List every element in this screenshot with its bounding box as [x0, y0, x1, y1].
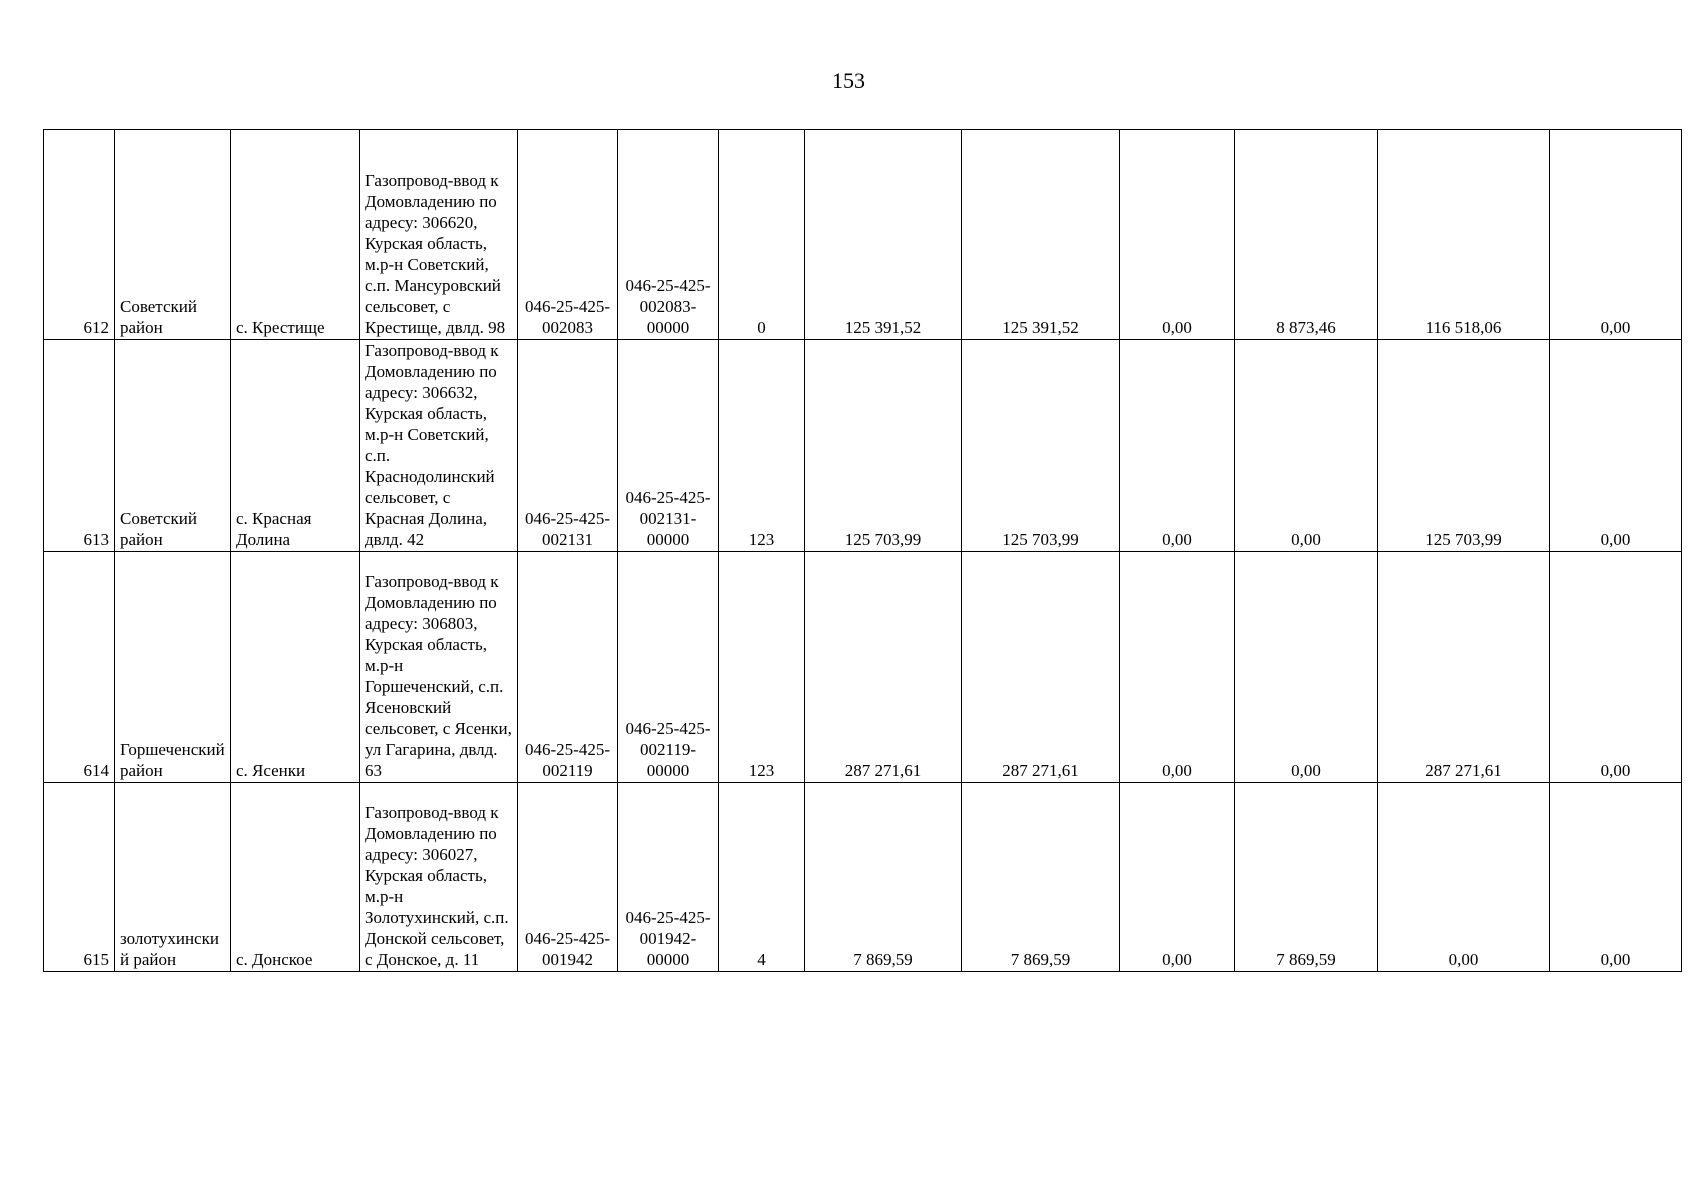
value-cell-6: 0,00 — [1550, 783, 1682, 972]
quantity-cell: 123 — [719, 552, 805, 783]
value-cell-1: 125 703,99 — [805, 340, 962, 552]
inventory-number-cell: 046-25-425-002131 — [518, 340, 618, 552]
value-cell-5: 287 271,61 — [1378, 552, 1550, 783]
object-description-cell: Газопровод-ввод к Домовладению по адресу: 306027, Курская область, м.р-н Золотухинский, с.п. Донской сельсовет, с Донское, д. 11 — [360, 783, 518, 972]
locality-cell: с. Крестище — [231, 130, 360, 340]
table-row — [44, 340, 1682, 552]
value-cell-2: 287 271,61 — [962, 552, 1120, 783]
locality-cell: с. Красная Долина — [231, 340, 360, 552]
object-code-cell: 046-25-425-001942-00000 — [618, 783, 719, 972]
object-code-cell: 046-25-425-002119-00000 — [618, 552, 719, 783]
object-description-cell: Газопровод-ввод к Домовладению по адресу: 306632, Курская область, м.р-н Советский, с.п. Краснодолинский сельсовет, с Красная Долина, двлд. 42 — [360, 340, 518, 552]
table-row — [44, 130, 1682, 340]
table-row — [44, 783, 1682, 972]
value-cell-3: 0,00 — [1120, 783, 1235, 972]
locality-cell: с. Ясенки — [231, 552, 360, 783]
value-cell-6: 0,00 — [1550, 340, 1682, 552]
quantity-cell: 4 — [719, 783, 805, 972]
value-cell-6: 0,00 — [1550, 130, 1682, 340]
district-cell: Горшеченский район — [115, 552, 231, 783]
object-code-cell: 046-25-425-002083-00000 — [618, 130, 719, 340]
row-number: 613 — [44, 340, 115, 552]
value-cell-2: 7 869,59 — [962, 783, 1120, 972]
value-cell-1: 287 271,61 — [805, 552, 962, 783]
value-cell-3: 0,00 — [1120, 130, 1235, 340]
row-number: 612 — [44, 130, 115, 340]
value-cell-1: 7 869,59 — [805, 783, 962, 972]
row-number: 615 — [44, 783, 115, 972]
table-row — [44, 552, 1682, 783]
quantity-cell: 123 — [719, 340, 805, 552]
district-cell: золотухинский район — [115, 783, 231, 972]
quantity-cell: 0 — [719, 130, 805, 340]
value-cell-4: 0,00 — [1235, 552, 1378, 783]
value-cell-3: 0,00 — [1120, 340, 1235, 552]
object-code-cell: 046-25-425-002131-00000 — [618, 340, 719, 552]
inventory-number-cell: 046-25-425-001942 — [518, 783, 618, 972]
value-cell-3: 0,00 — [1120, 552, 1235, 783]
inventory-number-cell: 046-25-425-002119 — [518, 552, 618, 783]
district-cell: Советский район — [115, 130, 231, 340]
locality-cell: с. Донское — [231, 783, 360, 972]
value-cell-4: 7 869,59 — [1235, 783, 1378, 972]
row-number: 614 — [44, 552, 115, 783]
object-description-cell: Газопровод-ввод к Домовладению по адресу: 306620, Курская область, м.р-н Советский, с.п. Мансуровский сельсовет, с Крестище, двлд. 98 — [360, 130, 518, 340]
page-number: 153 — [832, 68, 865, 93]
value-cell-2: 125 703,99 — [962, 340, 1120, 552]
value-cell-4: 0,00 — [1235, 340, 1378, 552]
value-cell-1: 125 391,52 — [805, 130, 962, 340]
registry-table — [43, 129, 1682, 972]
district-cell: Советский район — [115, 340, 231, 552]
object-description-cell: Газопровод-ввод к Домовладению по адресу: 306803, Курская область, м.р-н Горшеченский, с.п. Ясеновский сельсовет, с Ясенки, ул Гагарина, двлд. 63 — [360, 552, 518, 783]
value-cell-5: 116 518,06 — [1378, 130, 1550, 340]
inventory-number-cell: 046-25-425-002083 — [518, 130, 618, 340]
value-cell-5: 125 703,99 — [1378, 340, 1550, 552]
value-cell-6: 0,00 — [1550, 552, 1682, 783]
value-cell-2: 125 391,52 — [962, 130, 1120, 340]
value-cell-5: 0,00 — [1378, 783, 1550, 972]
value-cell-4: 8 873,46 — [1235, 130, 1378, 340]
